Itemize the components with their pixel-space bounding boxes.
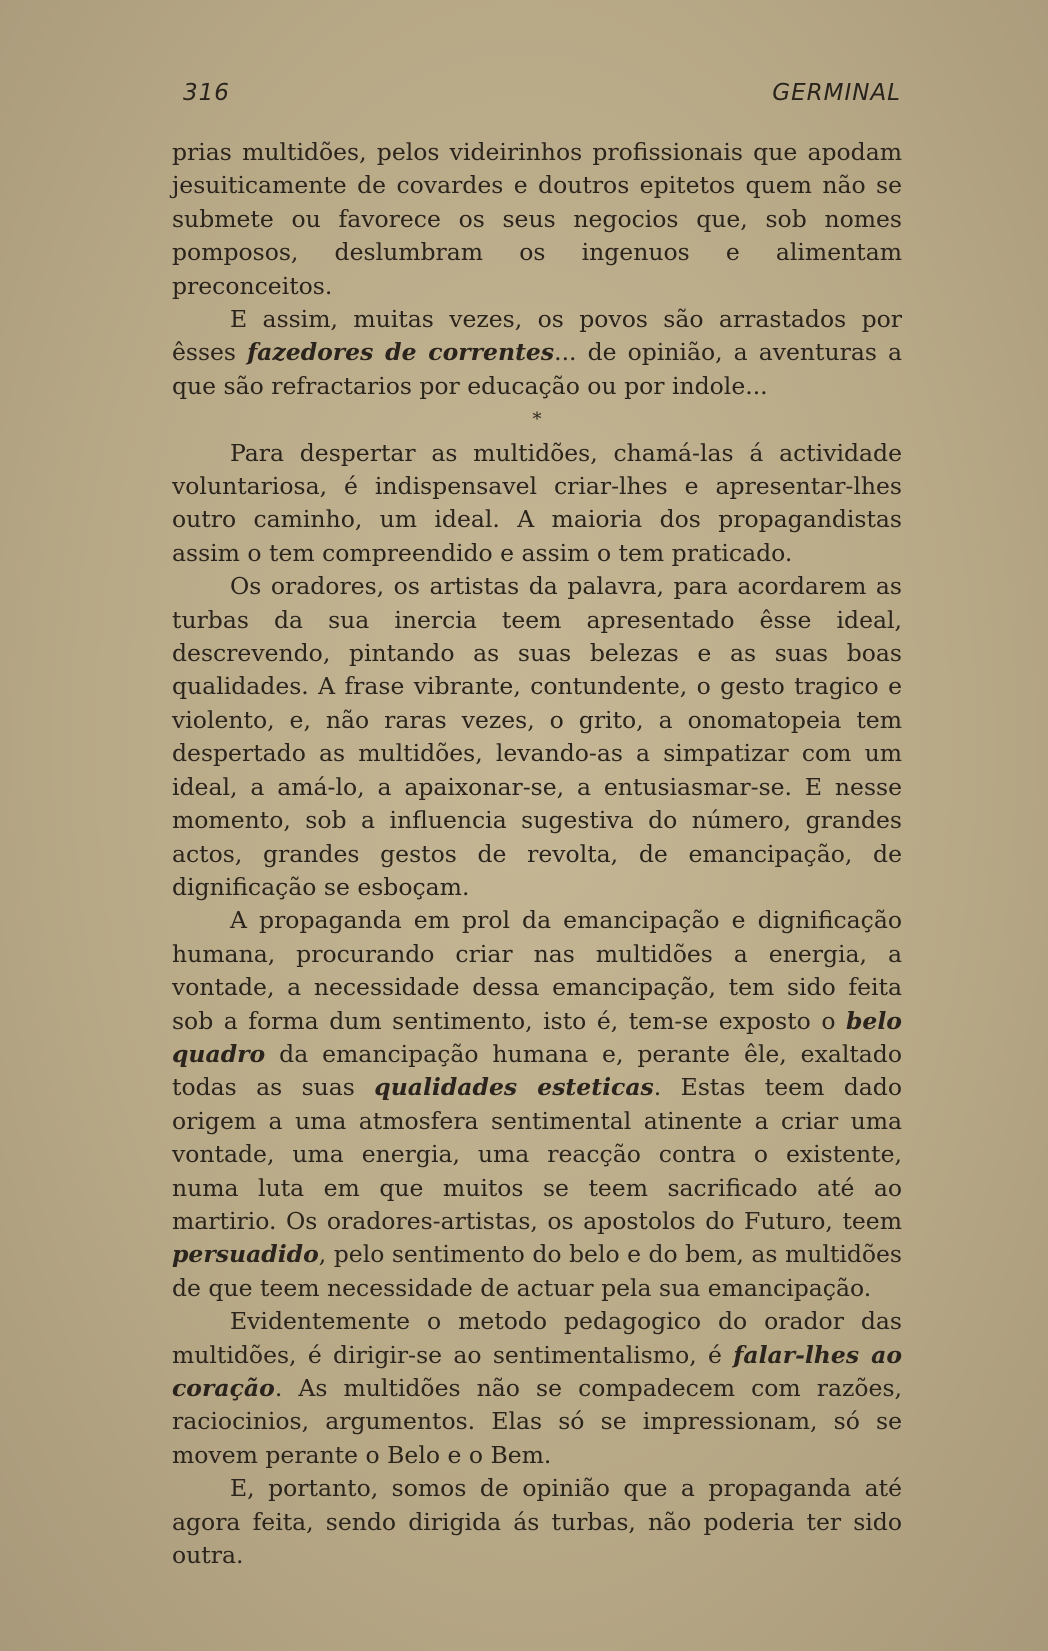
emphasis: belo quadro: [172, 1006, 902, 1068]
emphasis: qualidades esteticas: [374, 1073, 654, 1102]
paragraph-7: E, portanto, somos de opinião que a propaganda até agora feita, sendo dirigida ás turbas, não poderia ter sido outra.: [172, 1474, 902, 1570]
paragraph-3: Para despertar as multidões, chamá-las á actividade voluntariosa, é indispensavel criar-lhes e apresentar-lhes outro caminho, um ideal. A maioria dos propagandistas assim o tem compreendido e assim o tem praticado.: [172, 438, 902, 567]
paragraph-2: E assim, muitas vezes, os povos são arrastados por êsses fazedores de correntes... de opinião, a aventuras a que são refractarios por educação ou por indole...: [172, 305, 902, 400]
emphasis: fazedores de correntes: [247, 338, 555, 367]
running-head: [183, 80, 901, 116]
book-title: GERMINAL: [772, 80, 901, 106]
section-separator: *: [532, 409, 542, 431]
emphasis: falar-lhes ao coração: [172, 1340, 902, 1403]
paragraph-5: A propaganda em prol da emancipação e dignificação humana, procurando criar nas multidões a energia, a vontade, a necessidade dessa emancipação, tem sido feita sob a forma dum sentimento, isto é, tem-se exposto o belo quadro da emancipação humana e, perante êle, exaltado todas as suas qualidades esteticas. Estas teem dado origem a uma atmosfera sentimental atinente a criar uma vontade, uma energia, uma reacção contra o existente, numa luta em que muitos se teem sacrificado até ao martirio. Os oradores-artistas, os apostolos do Futuro, teem persuadido, pelo sentimento do belo e do bem, as multidões de que teem necessidade de actuar pela sua emancipação.: [172, 906, 902, 1302]
paragraph-1: prias multidões, pelos videirinhos profissionais que apodam jesuiticamente de covardes e doutros epitetos quem não se submete ou favorece os seus negocios que, sob nomes pomposos, deslumbram os ingenuos e alimentam preconceitos.: [172, 138, 902, 300]
paragraph-6: Evidentemente o metodo pedagogico do orador das multidões, é dirigir-se ao sentimentalismo, é falar-lhes ao coração. As multidões não se compadecem com razões, raciocinios, argumentos. Elas só se impressionam, só se movem perante o Belo e o Bem.: [172, 1307, 902, 1469]
body-text: [172, 136, 902, 1572]
page-number: 316: [183, 80, 230, 106]
emphasis: persuadido: [172, 1240, 319, 1269]
paragraph-4: Os oradores, os artistas da palavra, para acordarem as turbas da sua inercia teem apresentado êsse ideal, descrevendo, pintando as suas belezas e as suas boas qualidades. A frase vibrante, contundente, o gesto tragico e violento, e, não raras vezes, o grito, a onomatopeia tem despertado as multidões, levando-as a simpatizar com um ideal, a amá-lo, a apaixonar-se, a entusiasmar-se. E nesse momento, sob a influencia sugestiva do número, grandes actos, grandes gestos de revolta, de emancipação, de dignificação se esboçam.: [172, 572, 902, 901]
